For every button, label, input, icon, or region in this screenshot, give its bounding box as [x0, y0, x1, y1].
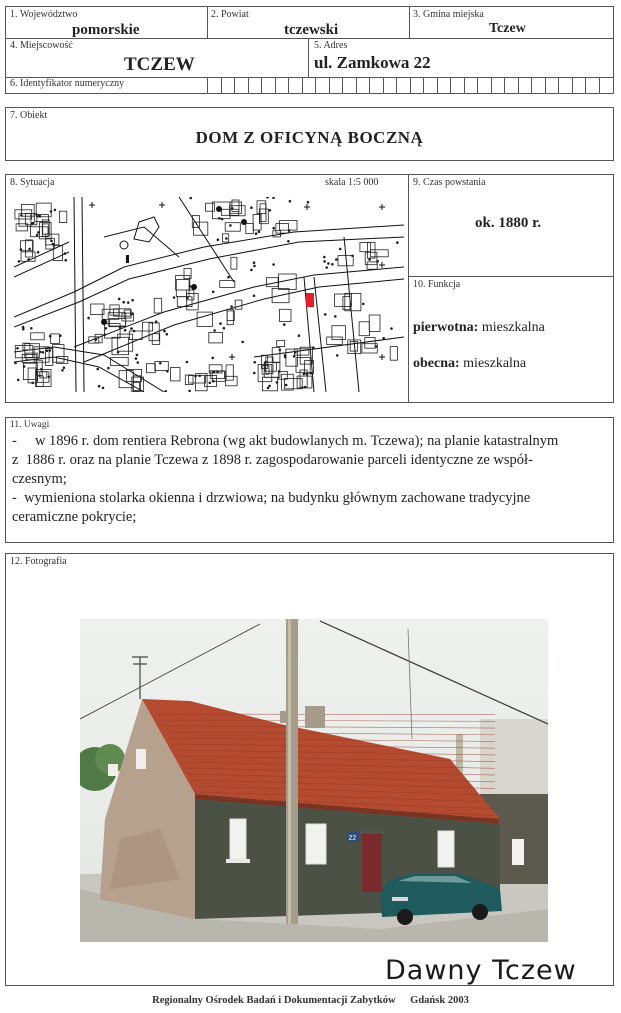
funkcja-pierwotna	[413, 320, 545, 336]
remarks-line: ceramiczne pokrycie;	[12, 509, 137, 525]
field-label: 6. Identyfikator numeryczny	[10, 78, 125, 89]
identifier-cell	[423, 77, 437, 93]
identifier-cell	[275, 77, 289, 93]
house-number-plate: 22	[348, 835, 357, 842]
obecna-label: obecna:	[413, 356, 460, 371]
identifier-cell	[558, 77, 572, 93]
field-value: tczewski	[284, 22, 339, 38]
footer-organization: Regionalny Ośrodek Badań i Dokumentacji Zabytków	[152, 995, 396, 1006]
section-label: 12. Fotografia	[10, 556, 67, 567]
field-wojewodztwo	[6, 7, 207, 38]
identifier-cell	[531, 77, 545, 93]
identifier-cell	[261, 77, 275, 93]
field-gmina	[409, 7, 615, 38]
field-label: 1. Województwo	[10, 9, 78, 20]
field-identyfikator	[6, 77, 615, 94]
field-value: Tczew	[489, 21, 526, 36]
remarks-line: - wymieniona stolarka okienna i drzwiowa; na budynku głównym zachowane tradycyjne	[12, 490, 531, 506]
identifier-cell	[315, 77, 329, 93]
section-label: 7. Obiekt	[10, 110, 48, 121]
house-photo-graphic	[80, 619, 548, 942]
remarks-line: z 1886 r. oraz na planie Tczewa z 1898 r. zagospodarowanie parceli identyczne ze współ-	[12, 452, 533, 468]
identifier-cell	[504, 77, 518, 93]
section-label: 8. Sytuacja	[10, 177, 55, 188]
identifier-cell	[477, 77, 491, 93]
watermark-dawny-tczew: Dawny Tczew	[385, 955, 577, 986]
obecna-value: mieszkalna	[459, 356, 527, 371]
map-scale: skala 1:5 000	[325, 177, 379, 188]
funkcja-obecna	[413, 356, 526, 372]
field-value: pomorskie	[72, 22, 140, 38]
identifier-cell	[329, 77, 343, 93]
field-adres	[308, 38, 615, 77]
field-powiat	[207, 7, 409, 38]
section-uwagi	[5, 417, 614, 543]
field-label: 3. Gmina miejska	[413, 9, 484, 20]
field-label: 2. Powiat	[211, 9, 249, 20]
remarks-line: - w 1896 r. dom rentiera Rebrona (wg akt budowlanych m. Tczewa); na planie katastralnym	[12, 433, 559, 449]
identifier-cell	[572, 77, 586, 93]
footer-place-year: Gdańsk 2003	[410, 995, 469, 1006]
building-photo	[80, 619, 548, 942]
section-fotografia	[5, 553, 614, 986]
identifier-cell	[518, 77, 532, 93]
identifier-cell	[248, 77, 262, 93]
field-miejscowosc	[6, 38, 308, 77]
identifier-cell	[585, 77, 599, 93]
identifier-cell	[383, 77, 397, 93]
identifier-cell	[302, 77, 316, 93]
field-label: 9. Czas powstania	[413, 177, 486, 188]
field-value: ul. Zamkowa 22	[314, 53, 431, 72]
pierwotna-label: pierwotna:	[413, 320, 479, 335]
field-value: ok. 1880 r.	[475, 215, 542, 231]
identifier-cell	[450, 77, 464, 93]
pierwotna-value: mieszkalna	[478, 320, 545, 335]
identifier-cells	[207, 77, 612, 93]
identifier-cell	[342, 77, 356, 93]
field-value: TCZEW	[124, 54, 195, 75]
identifier-cell	[491, 77, 505, 93]
identifier-cell	[369, 77, 383, 93]
identifier-cell	[545, 77, 559, 93]
field-funkcja	[409, 277, 613, 402]
identifier-cell	[437, 77, 451, 93]
header-grid	[5, 6, 614, 94]
field-czas-powstania	[409, 175, 613, 276]
identifier-cell	[234, 77, 248, 93]
section-label: 11. Uwagi	[10, 420, 50, 430]
highlighted-parcel	[306, 293, 314, 307]
situation-map	[14, 197, 404, 392]
field-label: 5. Adres	[314, 40, 348, 51]
footer	[0, 995, 621, 1006]
remarks-line: czesnym;	[12, 471, 67, 487]
field-label: 10. Funkcja	[413, 279, 461, 290]
remarks-text	[12, 432, 607, 527]
identifier-cell	[221, 77, 235, 93]
identifier-cell	[464, 77, 478, 93]
section-sytuacja	[5, 174, 614, 403]
identifier-cell	[356, 77, 370, 93]
field-label: 4. Miejscowość	[10, 40, 73, 51]
object-title: DOM Z OFICYNĄ BOCZNĄ	[195, 128, 424, 147]
identifier-cell	[410, 77, 424, 93]
section-obiekt	[5, 107, 614, 161]
identifier-cell	[396, 77, 410, 93]
identifier-cell	[207, 77, 221, 93]
identifier-cell	[288, 77, 302, 93]
identifier-cell	[599, 77, 613, 93]
cadastral-map-graphic	[14, 197, 404, 392]
